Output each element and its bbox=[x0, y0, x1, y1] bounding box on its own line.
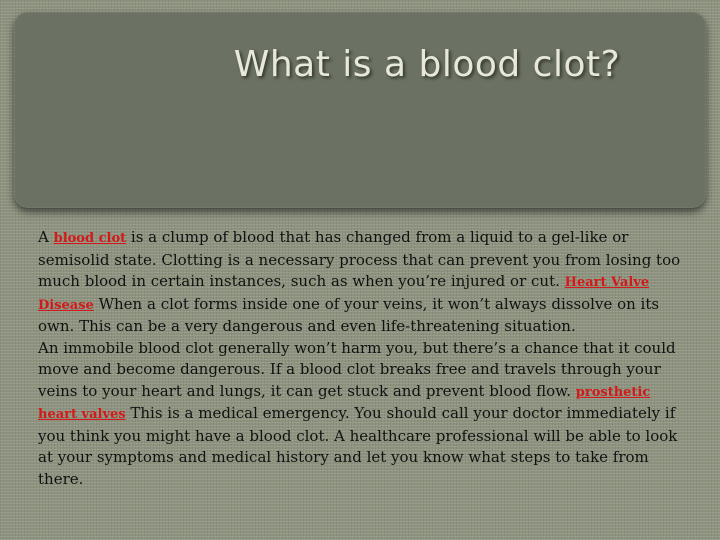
blood-clot-link[interactable]: blood clot bbox=[53, 231, 127, 246]
paragraph-1 bbox=[38, 227, 692, 338]
slide-body bbox=[38, 227, 692, 490]
paragraph-2 bbox=[38, 338, 692, 491]
paragraph-1-text-2: is a clump of blood that has changed from a liquid to a gel-like or semisolid state. Clotting is a necessary process that can prevent you from losing too much blood in certain instances, such as when you’re injured or cut. bbox=[38, 228, 681, 290]
paragraph-1-text-1: A bbox=[38, 228, 54, 246]
paragraph-2-text-1: An immobile blood clot generally won’t harm you, but there’s a chance that it could move and become dangerous. If a blood clot breaks free and travels through your veins to your heart and lungs, it can get stuck and prevent blood flow. bbox=[38, 338, 676, 400]
prosthetic-heart-valves-link[interactable]: prosthetic heart valves bbox=[38, 384, 651, 422]
heart-valve-disease-link[interactable]: Heart Valve Disease bbox=[38, 275, 650, 313]
paragraph-1-text-3: When a clot forms inside one of your veins, it won’t always dissolve on its own. This can be a very dangerous and even life-threatening situation. bbox=[38, 294, 660, 335]
paragraph-2-text-2: This is a medical emergency. You should call your doctor immediately if you think you might have a blood clot. A healthcare professional will be able to look at your symptoms and medical history and let you know what steps to take from there. bbox=[38, 404, 678, 488]
title-panel bbox=[14, 12, 706, 208]
slide-title: What is a blood clot? bbox=[233, 44, 621, 85]
